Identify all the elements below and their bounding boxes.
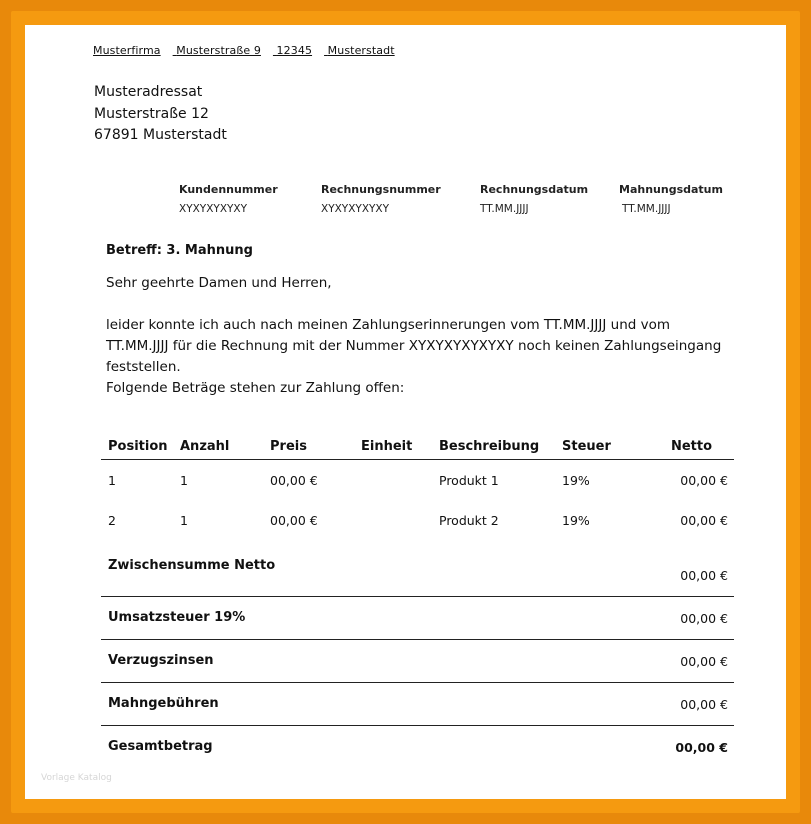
col-header-unit: Einheit [361,439,413,454]
meta-label-reminder-date: Mahnungsdatum [619,183,723,196]
col-header-position: Position [108,439,168,454]
summary-fees-label: Mahngebühren [108,696,219,711]
summary-subtotal-label: Zwischensumme Netto [108,558,276,573]
sender-zip: 12345 [276,44,313,57]
cell-quantity: 1 [180,473,188,488]
recipient-city: 67891 Musterstadt [94,127,227,143]
summary-divider [101,725,734,726]
cell-position: 2 [108,513,116,528]
body-line-4: Folgende Beträge stehen zur Zahlung offen: [106,380,405,396]
document-page [25,25,786,799]
cell-net: 00,00 € [680,513,728,528]
summary-subtotal-value: 00,00 € [680,568,728,583]
watermark: Vorlage Katalog [41,773,112,783]
meta-value-customer-number: XYXYXYXYXY [179,203,248,215]
summary-fees-value: 00,00 € [680,697,728,712]
cell-net: 00,00 € [680,473,728,488]
cell-position: 1 [108,473,116,488]
summary-divider [101,639,734,640]
recipient-name: Musteradressat [94,84,203,100]
table-header-divider [101,459,734,460]
col-header-tax: Steuer [562,439,611,454]
col-header-price: Preis [270,439,307,454]
summary-interest-value: 00,00 € [680,654,728,669]
summary-interest-label: Verzugszinsen [108,653,214,668]
body-line-2: TT.MM.JJJJ für die Rechnung mit der Nummer XYXYXYXYXYXY noch keinen Zahlungseingang [106,338,722,354]
subject-line: Betreff: 3. Mahnung [106,243,253,258]
body-line-1: leider konnte ich auch nach meinen Zahlungserinnerungen vom TT.MM.JJJJ und vom [106,317,671,333]
body-line-3: feststellen. [106,359,181,375]
summary-vat-label: Umsatzsteuer 19% [108,610,246,625]
sender-city: Musterstadt [327,44,395,57]
col-header-description: Beschreibung [439,439,540,454]
cell-price: 00,00 € [270,513,318,528]
meta-label-invoice-number: Rechnungsnummer [321,183,441,196]
summary-divider [101,596,734,597]
cell-description: Produkt 1 [439,473,499,488]
sender-line [93,44,407,57]
col-header-net: Netto [670,439,712,454]
salutation: Sehr geehrte Damen und Herren, [106,275,332,291]
summary-divider [101,682,734,683]
sender-company: Musterfirma [93,44,161,57]
recipient-street: Musterstraße 12 [94,106,209,122]
meta-label-customer-number: Kundennummer [179,183,278,196]
cell-quantity: 1 [180,513,188,528]
sender-street: Musterstraße 9 [176,44,261,57]
meta-value-reminder-date: TT.MM.JJJJ [622,203,671,215]
cell-tax: 19% [562,513,590,528]
meta-value-invoice-number: XYXYXYXYXY [321,203,390,215]
summary-vat-value: 00,00 € [680,611,728,626]
summary-total-label: Gesamtbetrag [108,739,213,754]
cell-description: Produkt 2 [439,513,499,528]
meta-value-invoice-date: TT.MM.JJJJ [480,203,529,215]
cell-tax: 19% [562,473,590,488]
summary-total-value: 00,00 € [675,740,728,755]
cell-price: 00,00 € [270,473,318,488]
meta-label-invoice-date: Rechnungsdatum [480,183,589,196]
col-header-quantity: Anzahl [180,439,230,454]
